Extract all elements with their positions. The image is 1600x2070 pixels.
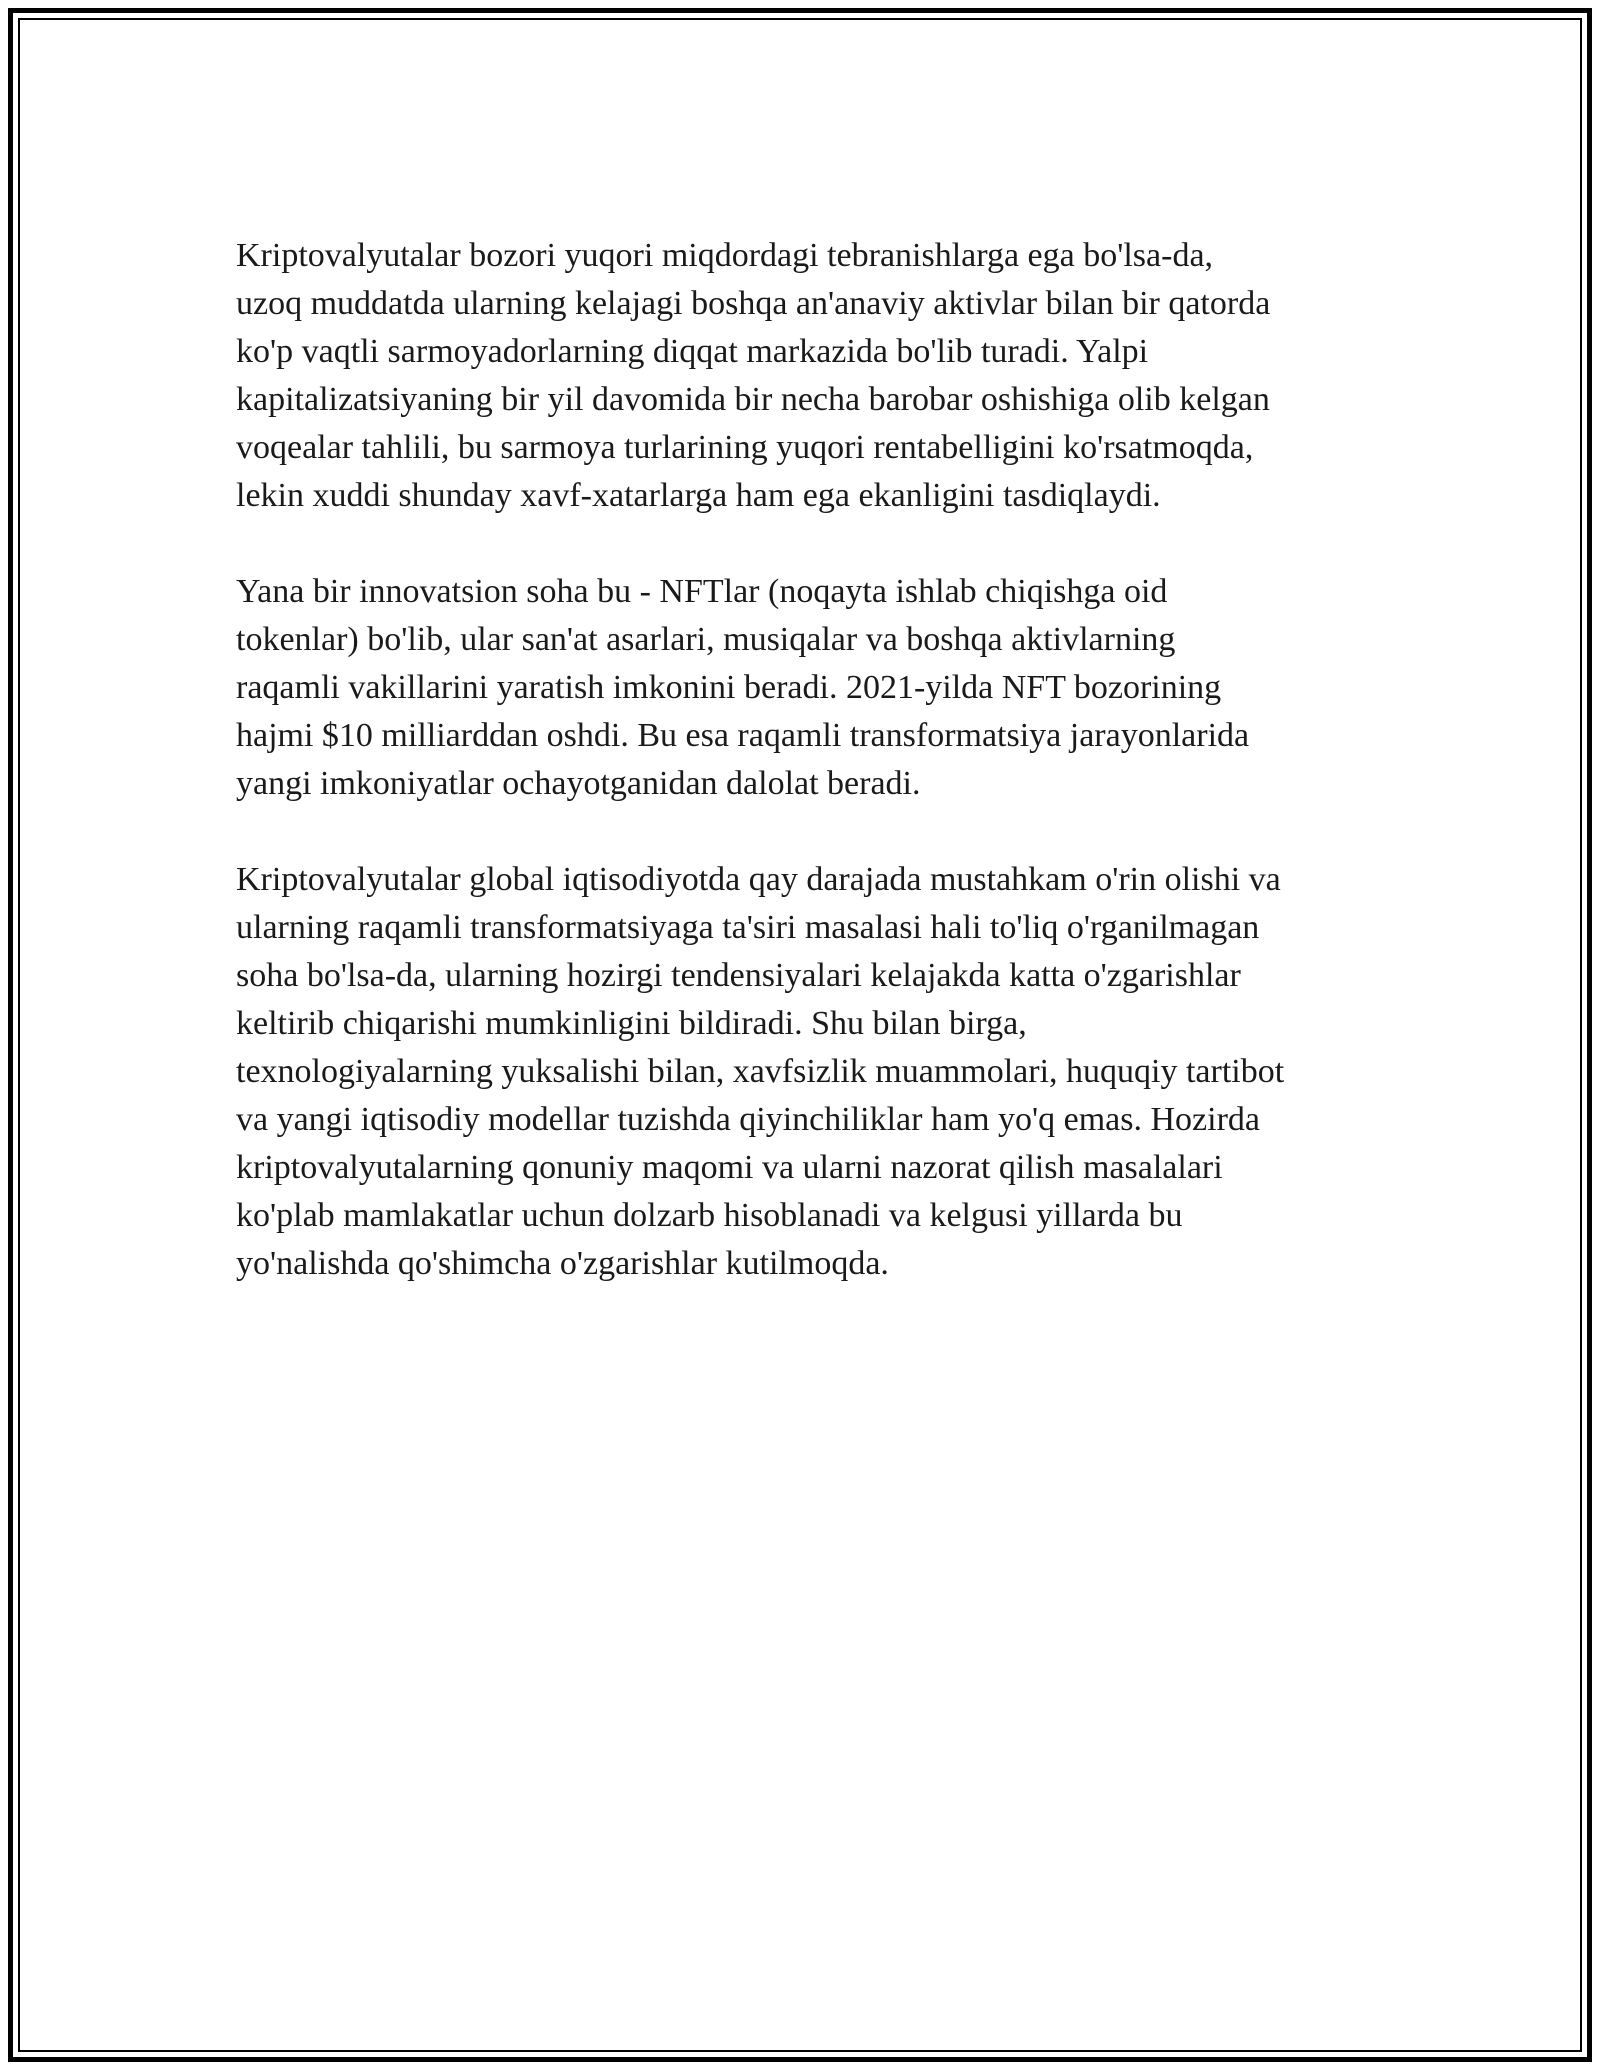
- text-line: Kriptovalyutalar global iqtisodiyotda qay darajada mustahkam o'rin olishi va: [236, 861, 1281, 898]
- paragraph-1: [236, 232, 1386, 520]
- text-line: kapitalizatsiyaning bir yil davomida bir necha barobar oshishiga olib kelgan: [236, 381, 1270, 418]
- text-line: yangi imkoniyatlar ochayotganidan dalolat beradi.: [236, 765, 921, 802]
- paragraph-2: [236, 568, 1386, 808]
- paragraph-3: [236, 856, 1386, 1288]
- text-line: kriptovalyutalarning qonuniy maqomi va ularni nazorat qilish masalalari: [236, 1149, 1223, 1186]
- text-line: hajmi $10 milliarddan oshdi. Bu esa raqamli transformatsiya jarayonlarida: [236, 717, 1250, 754]
- text-line: keltirib chiqarishi mumkinligini bildiradi. Shu bilan birga,: [236, 1005, 1027, 1042]
- text-line: uzoq muddatda ularning kelajagi boshqa an'anaviy aktivlar bilan bir qatorda: [236, 285, 1271, 322]
- text-line: texnologiyalarning yuksalishi bilan, xavfsizlik muammolari, huquqiy tartibot: [236, 1053, 1285, 1090]
- text-line: raqamli vakillarini yaratish imkonini beradi. 2021-yilda NFT bozorining: [236, 669, 1222, 706]
- text-line: voqealar tahlili, bu sarmoya turlarining yuqori rentabelligini ko'rsatmoqda,: [236, 429, 1254, 466]
- document-body: [236, 232, 1386, 1336]
- text-line: Yana bir innovatsion soha bu - NFTlar (noqayta ishlab chiqishga oid: [236, 573, 1168, 610]
- text-line: lekin xuddi shunday xavf-xatarlarga ham ega ekanligini tasdiqlaydi.: [236, 477, 1161, 514]
- text-line: va yangi iqtisodiy modellar tuzishda qiyinchiliklar ham yo'q emas. Hozirda: [236, 1101, 1261, 1138]
- text-line: ularning raqamli transformatsiyaga ta'siri masalasi hali to'liq o'rganilmagan: [236, 909, 1260, 946]
- text-line: tokenlar) bo'lib, ular san'at asarlari, musiqalar va boshqa aktivlarning: [236, 621, 1176, 658]
- text-line: yo'nalishda qo'shimcha o'zgarishlar kutilmoqda.: [236, 1245, 889, 1282]
- text-line: soha bo'lsa-da, ularning hozirgi tendensiyalari kelajakda katta o'zgarishlar: [236, 957, 1241, 994]
- text-line: ko'plab mamlakatlar uchun dolzarb hisoblanadi va kelgusi yillarda bu: [236, 1197, 1183, 1234]
- text-line: Kriptovalyutalar bozori yuqori miqdordagi tebranishlarga ega bo'lsa-da,: [236, 237, 1214, 274]
- text-line: ko'p vaqtli sarmoyadorlarning diqqat markazida bo'lib turadi. Yalpi: [236, 333, 1149, 370]
